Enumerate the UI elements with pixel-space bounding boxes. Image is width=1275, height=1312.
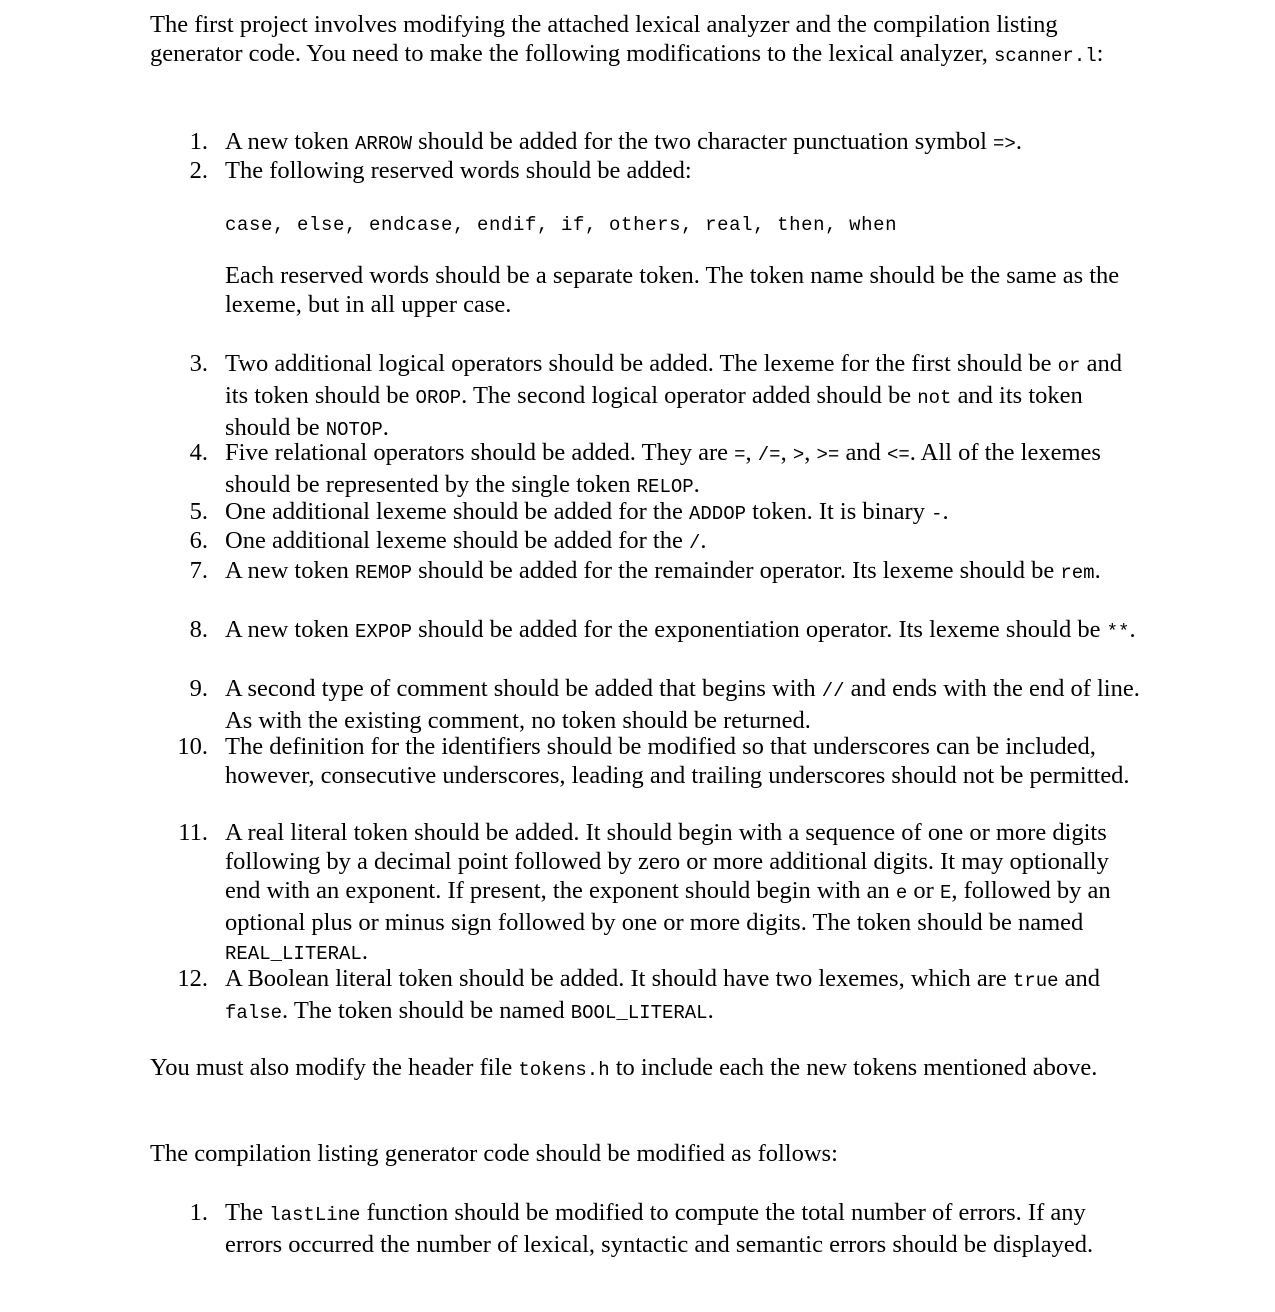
list-number: 4. <box>189 439 208 466</box>
list-number: 6. <box>189 527 208 554</box>
list-number: 12. <box>177 965 208 992</box>
reserved-words-code: case, else, endcase, endif, if, others, real, then, when <box>225 214 898 236</box>
list-number: 3. <box>189 350 208 377</box>
list-number: 1. <box>189 1199 208 1226</box>
list-item-5: 5. One additional lexeme should be added for the ADDOP token. It is binary -. <box>150 497 1140 529</box>
list-item-6: 6. One additional lexeme should be added for the /. <box>150 526 1140 558</box>
header-file-paragraph: You must also modify the header file tokens.h to include each the new tokens mentioned above. <box>150 1054 1098 1081</box>
list-item-7: 7. A new token REMOP should be added for the remainder operator. Its lexeme should be rem. <box>150 556 1140 588</box>
list-number: 8. <box>189 616 208 643</box>
listing-item-1: 1. The lastLine function should be modified to compute the total number of errors. If any errors occurred the number of lexical, syntactic and semantic errors should be displayed. <box>150 1198 1140 1259</box>
list-number: 11. <box>178 819 208 846</box>
list-number: 9. <box>189 675 208 702</box>
reserved-words-note: Each reserved words should be a separate token. The token name should be the same as the lexeme, but in all upper case. <box>225 262 1120 318</box>
list-number: 5. <box>189 498 208 525</box>
list-item-8: 8. A new token EXPOP should be added for the exponentiation operator. Its lexeme should be **. <box>150 615 1140 647</box>
list-item-10: 10. The definition for the identifiers should be modified so that underscores can be included, however, consecutive underscores, leading and trailing underscores should not be permitted. <box>150 732 1140 790</box>
list-item-4: 4. Five relational operators should be added. They are =, /=, >, >= and <=. All of the lexemes should be represented by the single token RELOP. <box>150 438 1140 502</box>
list-item-11: 11. A real literal token should be added. It should begin with a sequence of one or more digits following by a decimal point followed by zero or more additional digits. It may optionally end with an exponent. If present, the exponent should begin with an e or E, followed by an optional plus or minus sign followed by one or more digits. The token should be named REAL_LITERAL. <box>150 818 1140 969</box>
list-number: 2. <box>189 157 208 184</box>
list-number: 1. <box>189 128 208 155</box>
list-item-2: 2. The following reserved words should be added: <box>150 156 1140 185</box>
list-item-1: 1. A new token ARROW should be added for the two character punctuation symbol =>. <box>150 127 1140 159</box>
list-number: 10. <box>177 733 208 760</box>
listing-intro-paragraph: The compilation listing generator code should be modified as follows: <box>150 1140 838 1167</box>
list-item-3: 3. Two additional logical operators should be added. The lexeme for the first should be or and its token should be OROP. The second logical operator added should be not and its token should be NOTOP. <box>150 349 1140 445</box>
intro-paragraph: The first project involves modifying the attached lexical analyzer and the compilation listing generator code. You need to make the following modifications to the lexical analyzer, scanner.l: <box>150 11 1104 67</box>
list-item-12: 12. A Boolean literal token should be added. It should have two lexemes, which are true and false. The token should be named BOOL_LITERAL. <box>150 964 1140 1028</box>
list-number: 7. <box>189 557 208 584</box>
list-item-9: 9. A second type of comment should be added that begins with // and ends with the end of line. As with the existing comment, no token should be returned. <box>150 674 1140 735</box>
